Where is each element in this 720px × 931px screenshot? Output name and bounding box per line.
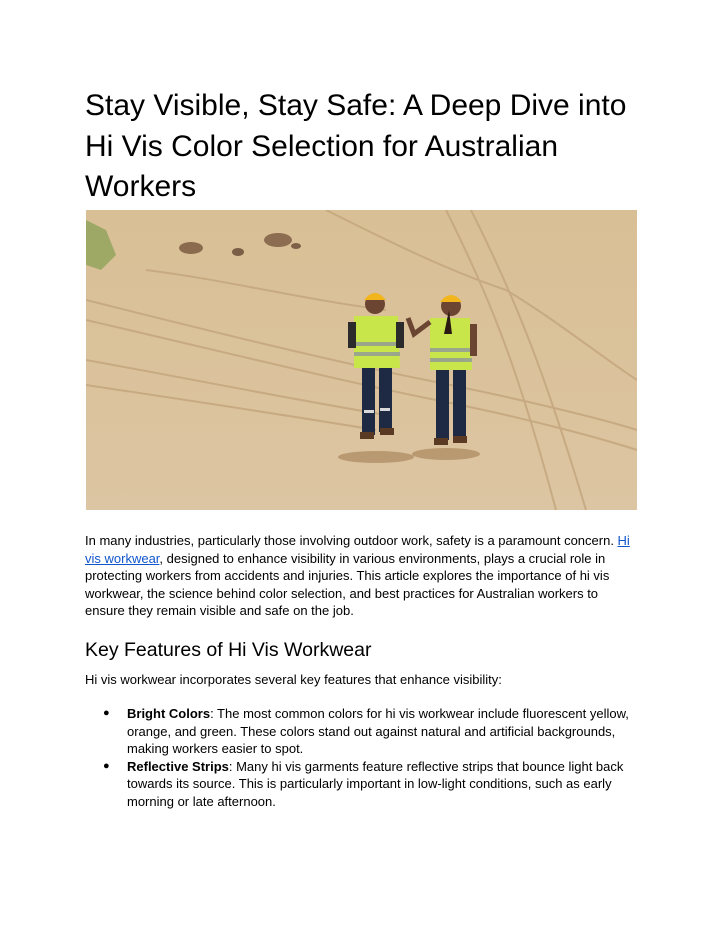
intro-paragraph	[85, 532, 637, 620]
bullet-icon: ●	[103, 707, 110, 719]
list-item	[85, 705, 637, 758]
section-heading: Key Features of Hi Vis Workwear	[85, 639, 372, 661]
section-lead: Hi vis workwear incorporates several key features that enhance visibility:	[85, 672, 502, 687]
features-list	[85, 705, 637, 811]
feature-term: Bright Colors	[127, 706, 211, 721]
hi-vis-workwear-link[interactable]: Hi vis workwear	[85, 533, 630, 566]
bullet-icon: ●	[103, 759, 110, 772]
feature-text: : The most common colors for hi vis workwear include fluorescent yellow, orange, and green. These colors stand out against natural and artificial backgrounds, making workers easier to spot.	[127, 706, 629, 757]
list-item	[85, 758, 637, 811]
hero-image	[86, 210, 637, 510]
feature-text: : Many hi vis garments feature reflective strips that bounce light back towards its source. This is particularly important in low-light conditions, such as early morning or late afternoon.	[127, 758, 624, 809]
intro-text-start: In many industries, particularly those involving outdoor work, safety is a paramount concern.	[85, 533, 618, 548]
document-title: Stay Visible, Stay Safe: A Deep Dive into Hi Vis Color Selection for Australian Workers	[85, 89, 627, 203]
intro-text-end: , designed to enhance visibility in various environments, plays a crucial role in protecting workers from accidents and injuries. This article explores the importance of hi vis workwear, the science behind color selection, and best practices for Australian workers to ensure they remain visible and safe on the job.	[85, 550, 610, 619]
feature-term: Reflective Strips	[127, 758, 229, 774]
